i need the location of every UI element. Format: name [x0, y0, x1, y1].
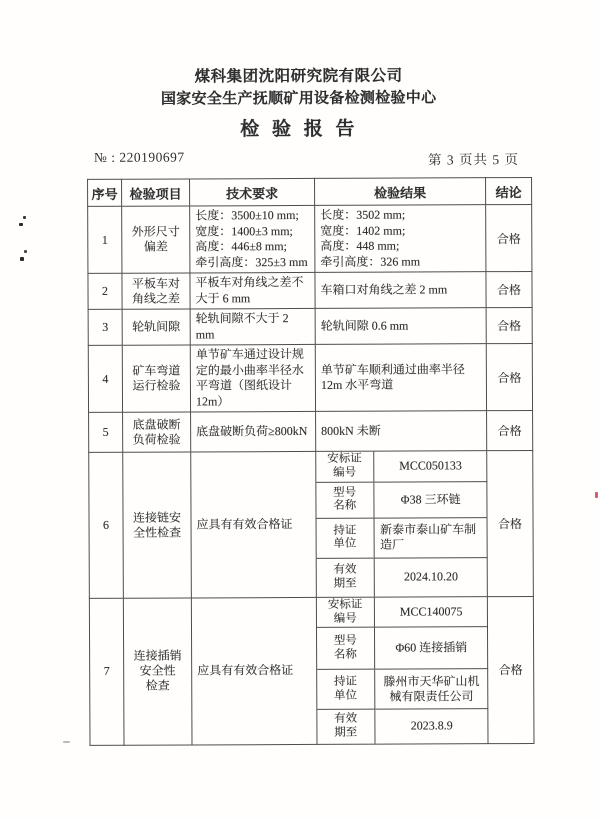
cert-label: 型号 名称: [316, 482, 373, 518]
item-cell: 平板车对 角线之差: [122, 273, 190, 309]
certificate-row: [317, 557, 488, 597]
cert-value: Φ38 三环链: [373, 481, 487, 517]
certificate-row: [316, 451, 487, 482]
cert-value: 新泰市泰山矿车制 造厂: [374, 517, 488, 557]
cert-value: MCC140075: [399, 604, 463, 619]
scan-speck: [19, 223, 23, 226]
scan-speck-dash: [63, 741, 70, 743]
conclusion-cell: 合格: [487, 596, 534, 743]
table-row: [88, 343, 532, 412]
certificate-row: [317, 517, 488, 558]
cert-label: 持证 单位: [317, 518, 374, 558]
requirement-cell: 轮轨间隙不大于 2 mm: [190, 308, 315, 345]
header-result: 检验结果: [315, 178, 486, 206]
conclusion-cell: 合格: [487, 410, 533, 450]
table-row: [89, 596, 534, 744]
result-cell: [316, 597, 488, 744]
cert-value: 2023.8.9: [374, 709, 488, 743]
certificate-table: [316, 451, 488, 597]
serial-cell: 3: [88, 309, 122, 345]
item-cell: 连接链安 全性检查: [123, 452, 192, 598]
cert-label: 安标证 编号: [317, 598, 374, 628]
result-cell: 800kN 未断: [316, 411, 487, 452]
certificate-row: [316, 481, 487, 518]
item-cell: 底盘破断 负荷检验: [123, 412, 191, 452]
cert-value: 滕州市天华矿山机 械有限责任公司: [374, 669, 488, 709]
item-cell: 连接插销 安全性 检查: [123, 598, 192, 745]
result-cell: 单节矿车顺利通过曲率半径 12m 水平弯道: [315, 344, 486, 412]
item-cell: 矿车弯道 运行检验: [122, 345, 190, 412]
requirement-cell: 单节矿车通过设计规 定的最小曲率半径水 平弯道（图纸设计 12m）: [190, 344, 315, 412]
conclusion-cell: 合格: [486, 307, 532, 343]
table-row: [88, 204, 532, 273]
report-title: 检 验 报 告: [240, 118, 358, 141]
page-indicator: 第 3 页共 5 页: [427, 152, 519, 168]
serial-cell: 5: [89, 412, 123, 452]
result-cell: 长度：3502 mm; 宽度：1402 mm; 高度：448 mm; 牵引高度：326 mm: [315, 205, 486, 273]
conclusion-cell: 合格: [486, 204, 532, 271]
conclusion-cell: 合格: [487, 450, 534, 596]
result-cell: 车箱口对角线之差 2 mm: [315, 272, 486, 309]
requirement-cell: 底盘破断负荷≥800kN: [191, 411, 316, 452]
header-serial: 序号: [88, 179, 122, 206]
table-row: [88, 307, 532, 345]
serial-cell: 2: [88, 273, 122, 309]
table-row: [89, 410, 533, 452]
item-cell: 外形尺寸 偏差: [122, 206, 190, 273]
serial-cell: 6: [89, 452, 124, 598]
scan-speck: [23, 216, 26, 219]
certificate-table: [317, 597, 489, 743]
table-header-row: [88, 177, 532, 206]
certificate-row: [317, 669, 488, 710]
certificate-row: [317, 597, 488, 627]
requirement-cell: 应具有有效合格证: [191, 597, 317, 744]
requirement-cell: 应具有有效合格证: [191, 451, 317, 598]
table-row: [88, 271, 532, 309]
result-cell: [316, 451, 488, 598]
conclusion-cell: 合格: [486, 271, 532, 307]
serial-cell: 4: [88, 345, 122, 412]
table-row: [89, 450, 534, 598]
cert-label: 有效 期至: [317, 558, 374, 597]
scan-speck: [24, 250, 27, 253]
item-cell: 轮轨间隙: [122, 309, 190, 345]
cert-value: Φ60 连接插销: [374, 627, 488, 669]
header-item: 检验项目: [122, 179, 190, 206]
cert-label: 持证 单位: [317, 669, 374, 709]
conclusion-cell: 合格: [486, 343, 532, 410]
inspection-center-name: 国家安全生产抚顺矿用设备检测检验中心: [160, 90, 437, 108]
certificate-row: [317, 709, 488, 744]
certificate-row: [317, 627, 488, 670]
cert-label: 安标证 编号: [316, 452, 373, 482]
cert-value: MCC050133: [399, 458, 462, 473]
serial-cell: 7: [89, 598, 124, 745]
header-requirement: 技术要求: [190, 178, 315, 206]
cert-value: 2024.10.20: [374, 557, 488, 596]
inspection-table: [87, 177, 534, 745]
cert-label: 型号 名称: [317, 627, 374, 669]
serial-cell: 1: [88, 206, 122, 273]
scan-speck: [20, 257, 24, 261]
report-number-value: 220190697: [119, 149, 185, 165]
report-number-label: № :: [93, 149, 116, 165]
cert-label: 有效 期至: [317, 709, 374, 743]
result-cell: 轮轨间隙 0.6 mm: [315, 308, 486, 345]
header-conclusion: 结论: [486, 177, 532, 204]
organization-name: 煤科集团沈阳研究院有限公司: [194, 67, 403, 86]
requirement-cell: 长度：3500±10 mm; 宽度：1400±3 mm; 高度：446±8 mm; 牵引高度：325±3 mm: [190, 205, 315, 273]
scan-speck-red: [595, 492, 598, 498]
report-number: [94, 150, 185, 166]
requirement-cell: 平板车对角线之差不 大于 6 mm: [190, 272, 315, 309]
